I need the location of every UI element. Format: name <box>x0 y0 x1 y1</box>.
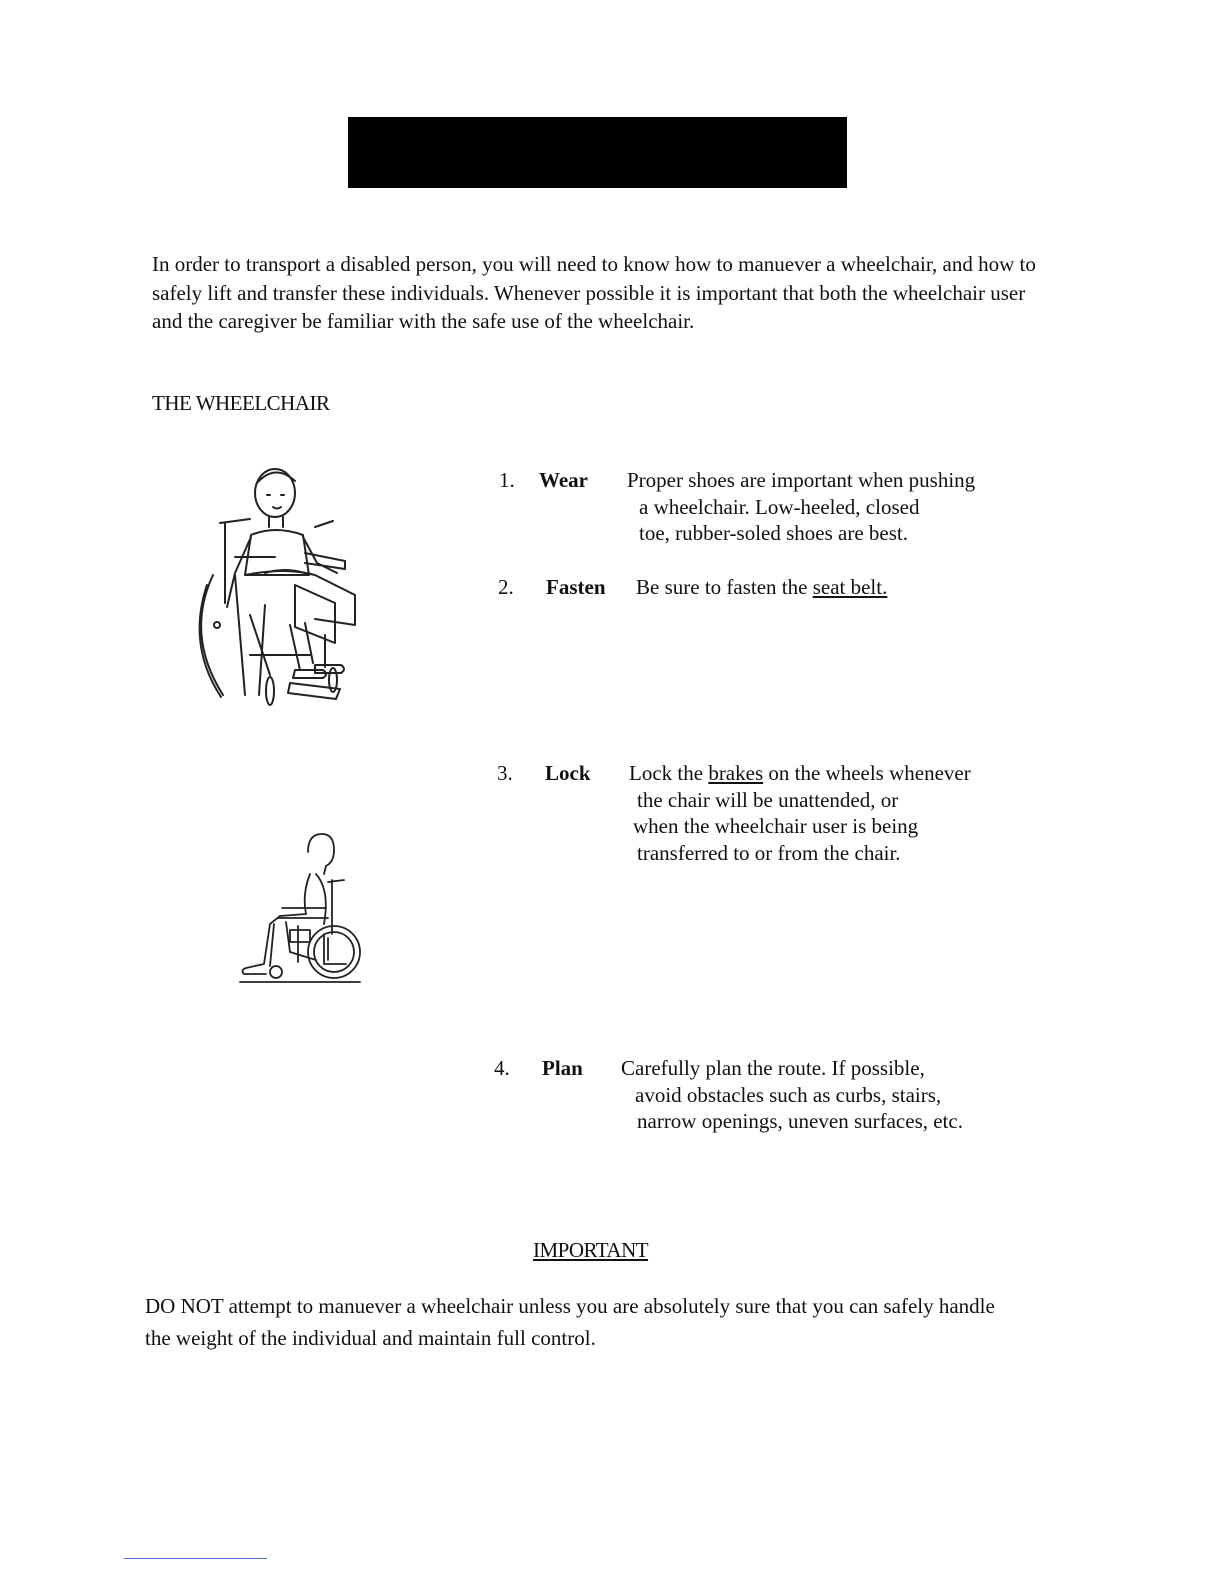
seat-belt-link: seat belt. <box>812 575 888 599</box>
step-text-line: the chair will be unattended, or <box>637 787 899 812</box>
step-text-line: transferred to or from the chair. <box>637 840 901 865</box>
step-keyword: Wear <box>539 468 588 492</box>
step-text-line: narrow openings, uneven surfaces, etc. <box>637 1109 963 1133</box>
step-fasten <box>498 574 1058 604</box>
important-heading: IMPORTANT <box>533 1238 649 1262</box>
step-keyword: Lock <box>545 761 591 785</box>
wheelchair-front-illustration <box>195 465 375 720</box>
section-heading: THE WHEELCHAIR <box>152 391 330 415</box>
step-text <box>629 760 1029 866</box>
step-text-line <box>629 760 1029 787</box>
step-text-plain: Lock the <box>629 761 709 785</box>
step-number: 2. <box>498 575 514 599</box>
step-text-line: Carefully plan the route. If possible, <box>621 1056 925 1080</box>
step-number: 1. <box>499 468 515 492</box>
step-keyword: Fasten <box>546 575 606 599</box>
step-text-line: Proper shoes are important when pushing <box>627 468 976 492</box>
step-text <box>627 467 1027 547</box>
step-lock <box>497 760 1057 870</box>
brakes-link: brakes <box>708 761 764 785</box>
step-text-plain: on the wheels whenever <box>763 761 971 785</box>
step-plan <box>494 1055 1054 1140</box>
step-text-line: when the wheelchair user is being <box>633 814 919 838</box>
intro-paragraph: In order to transport a disabled person, you will need to know how to manuever a wheelchair, and how to safely lift and transfer these individuals. Whenever possible it is important that both the wheelchair user and the caregiver be familiar with the safe use of the wheelchair. <box>152 252 1036 333</box>
step-text <box>621 1055 1021 1135</box>
footer-rule <box>124 1558 267 1559</box>
title-bar <box>348 117 847 188</box>
wheelchair-side-illustration <box>238 830 363 985</box>
step-text-line: avoid obstacles such as curbs, stairs, <box>635 1082 942 1107</box>
warning-paragraph: DO NOT attempt to manuever a wheelchair unless you are absolutely sure that you can safely handle the weight of the individual and maintain full control. <box>145 1294 995 1350</box>
step-wear <box>499 467 1059 552</box>
step-number: 3. <box>497 761 513 785</box>
step-keyword: Plan <box>542 1056 583 1080</box>
step-number: 4. <box>494 1056 510 1080</box>
step-text <box>636 574 1036 601</box>
step-text-plain: Be sure to fasten the <box>636 575 813 599</box>
step-text-line: a wheelchair. Low-heeled, closed <box>639 494 920 519</box>
step-text-line: toe, rubber-soled shoes are best. <box>639 521 908 545</box>
